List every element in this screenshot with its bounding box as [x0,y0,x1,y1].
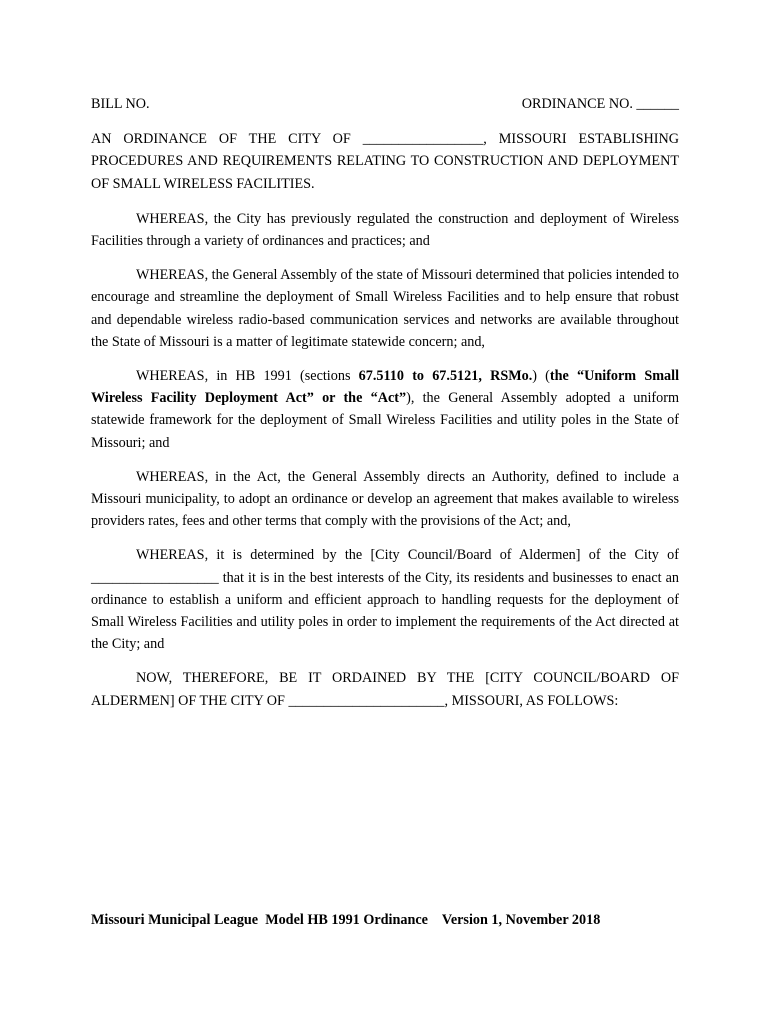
document-footer: Missouri Municipal League Model HB 1991 Ordinance Version 1, November 2018 [91,912,601,928]
whereas-paragraph-4: WHEREAS, in the Act, the General Assembly directs an Authority, defined to include a Missouri municipality, to adopt an ordinance or develop an agreement that makes available to wireless providers rates, fees and other terms that comply with the provisions of the Act; and, [91,468,679,530]
document-header [91,93,679,115]
p3-text-c: ) ( [532,368,550,385]
bill-no-label: BILL NO. [91,96,150,112]
whereas-paragraph-1: WHEREAS, the City has previously regulated the construction and deployment of Wireless Facilities through a variety of ordinances and practices; and [91,210,679,250]
ordaining-clause: NOW, THEREFORE, BE IT ORDAINED BY THE [CITY COUNCIL/BOARD OF ALDERMEN] OF THE CITY OF ______________________, MISSOURI, AS FOLLOWS: [91,670,679,709]
whereas-paragraph-5: WHEREAS, it is determined by the [City Council/Board of Aldermen] of the City of __________________ that it is in the best interests of the City, its residents and businesses to enact an ordinance to establish a uniform and efficient approach to handling requests for the deployment of Small Wireless Facilities and utility poles in order to implement the requirements of the Act directed at the City; and [91,547,679,653]
p3-text-e: ), the General Assembly adopted a uniform statewide framework for the deployment of Small Wireless Facilities and utility poles in the State of Missouri; and [91,390,679,451]
ordinance-title: AN ORDINANCE OF THE CITY OF _________________, MISSOURI ESTABLISHING PROCEDURES AND REQUIREMENTS RELATING TO CONSTRUCTION AND DEPLOYMENT OF SMALL WIRELESS FACILITIES. [91,131,679,192]
document-page [91,93,679,712]
p3-text-a: WHEREAS, in HB 1991 (sections [136,368,359,385]
whereas-paragraph-3 [91,365,679,454]
statute-citation: 67.5110 to 67.5121, RSMo. [358,368,533,385]
ordinance-no-label: ORDINANCE NO. ______ [521,96,679,112]
whereas-paragraph-2: WHEREAS, the General Assembly of the state of Missouri determined that policies intended to encourage and streamline the deployment of Small Wireless Facilities and to help ensure that robust and dependable wireless radio-based communication services and networks are available throughout the State of Missouri is a matter of legitimate statewide concern; and, [91,267,679,350]
act-short-title: the “Uniform Small Wireless Facility Deployment Act” or the “Act” [91,368,680,407]
